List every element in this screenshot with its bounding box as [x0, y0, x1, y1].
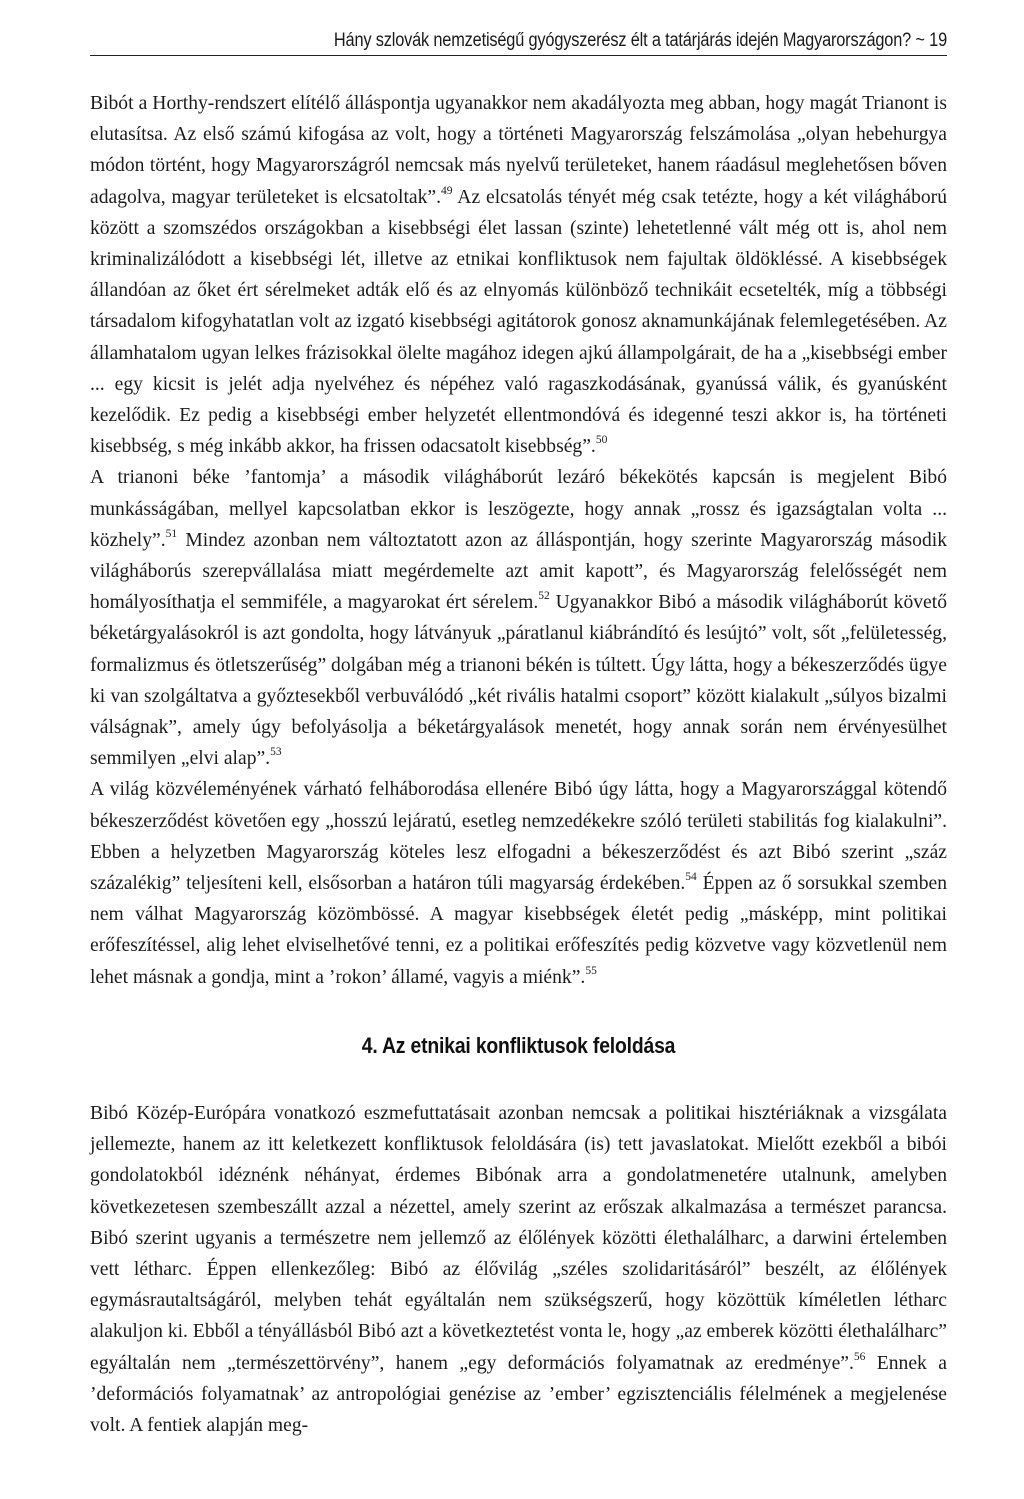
footnote-marker[interactable]: 50 — [595, 434, 608, 447]
paragraph — [90, 774, 947, 992]
paragraph-text: Bibó Közép-Európára vonatkozó eszmefuttatásait azonban nemcsak a politikai hisztériáknak a vizsgálata jellemezte, hanem az itt keletkezett konfliktusok feloldására (is) tett javaslatokat. Mielőtt ezekből a bibói gondolatokból idéznénk néhányat, érdemes Bibónak arra a gondolatmenetére utalnunk, amelyben következetesen szembeszállt azzal a nézettel, amely szerint az erőszak alkalmazása a természet parancsa. Bibó szerint ugyanis a természetre nem jellemző az élőlények közötti élethalálharc, a darwini értelemben vett létharc. Éppen ellenkezőleg: Bibó az élővilág „széles szolidaritásáról” beszélt, az élőlények egymásrautaltságáról, melyben tehát egyáltalán nem szükségszerű, hogy közöttük kíméletlen létharc alakuljon ki. Ebből a tényállásból Bibó azt a következtetést vonta le, hogy „az emberek közötti élethalálharc” egyáltalán nem „természettörvény”, hanem „egy deformációs folyamatnak az eredménye”. — [90, 1102, 947, 1374]
footnote-marker[interactable]: 51 — [165, 527, 178, 540]
top-paragraphs — [90, 88, 947, 993]
footnote-marker[interactable]: 49 — [441, 184, 453, 197]
footnote-marker[interactable]: 56 — [853, 1350, 866, 1363]
paragraph — [90, 88, 947, 462]
body-text — [90, 88, 947, 1441]
paragraph-text: Ennek a ’deformációs folyamatnak’ az antropológiai genézise az ’ember’ egzisztenciális félelmének a megjelenése volt. A fentiek alapján meg- — [90, 1352, 947, 1436]
paragraph-text: Éppen az ő sorsukkal szemben nem válhat Magyarország közömbössé. A magyar kisebbségek életét pedig „másképp, mint politikai erőfeszítéssel, alig lehet elviselhetővé tenni, ez a politikai erőfeszítés pedig közvetve vagy közvetlenül nem lehet másnak a gondja, mint a ’rokon’ államé, vagyis a miénk”. — [90, 873, 947, 988]
paragraph-text: A trianoni béke ’fantomja’ a második világháborút lezáró békekötés kapcsán is megjelent Bibó munkásságában, mellyel kapcsolatban ekkor is leszögezte, hogy annak „rossz és igazságtalan volta ... közhely”. — [90, 467, 947, 551]
bottom-paragraphs — [90, 1098, 947, 1441]
paragraph — [90, 1098, 947, 1441]
paragraph-text: A világ közvéleményének várható felháborodása ellenére Bibó úgy látta, hogy a Magyarországgal kötendő békeszerződést követően egy „hosszú lejáratú, esetleg nemzedékekre szóló területi stabilitás fog kialakulni”. Ebben a helyzetben Magyarország köteles lesz elfogadni a békeszerződést és azt Bibó szerint „száz százalékig” teljesíteni kell, elsősorban a határon túli magyarság érdekében. — [90, 779, 947, 895]
footnote-marker[interactable]: 53 — [270, 746, 282, 759]
book-page — [90, 28, 947, 1441]
footnote-marker[interactable]: 54 — [685, 871, 697, 884]
paragraph-text: Mindez azonban nem változtatott azon az álláspontján, hogy szerinte Magyarország második világháborús szerepvállalása miatt megérdemelte azt amit kapott”, és Magyarország felelősségét nem homályosíthatja el semmiféle, a magyarokat ért sérelem. — [90, 529, 947, 614]
footnote-marker[interactable]: 52 — [538, 590, 550, 603]
header-rule — [90, 55, 947, 56]
paragraph-text: Ugyanakkor Bibó a második világháborút követő béketárgyalásokról is azt gondolta, hogy látványuk „páratlanul kiábrándító és lesújtó” volt, sőt „felületesség, formalizmus és ötletszerűség” dolgában még a trianoni békén is túltett. Úgy látta, hogy a békeszerződés ügye ki van szolgáltatva a győztesekből verbuválódó „két rivális hatalmi csoport” között kialakult „súlyos bizalmi válságnak”, amely úgy befolyásolja a béketárgyalások menetét, hogy annak során nem érvényesülhet semmilyen „elvi alap”. — [90, 592, 947, 770]
page-number: 19 — [929, 30, 947, 51]
footnote-marker[interactable]: 55 — [585, 964, 597, 977]
running-head — [210, 28, 947, 54]
running-head-title: Hány szlovák nemzetiségű gyógyszerész élt a tatárjárás idején Magyarországon? — [333, 30, 912, 51]
paragraph-text: Bibót a Horthy-rendszert elítélő álláspontja ugyanakkor nem akadályozta meg abban, hogy magát Trianont is elutasítsa. Az első számú kifogása az volt, hogy a történeti Magyarország felszámolása „olyan hebehurgya módon történt, hogy Magyarországról nemcsak más nyelvű területeket, hanem ráadásul meglehetősen bőven adagolva, magyar területeket is elcsatoltak”. — [90, 93, 947, 208]
paragraph — [90, 462, 947, 774]
running-head-separator: ~ — [915, 30, 925, 51]
section-heading: 4. Az etnikai konfliktusok feloldása — [361, 1032, 676, 1058]
paragraph-text: Az elcsatolás tényét még csak tetézte, hogy a két világháború között a szomszédos országokban a kisebbségi élet lassan (szinte) lehetetlenné vált még ott is, ahol nem kriminalizálódott a kisebbségi lét, illetve az etnikai konfliktusok nem fajultak öldökléssé. A kisebbségek állandóan az őket ért sérelmeket adták elő és az elnyomás különböző technikáit ecsetelték, míg a többségi társadalom kifogyhatatlan volt az izgató kisebbségi agitátorok gonosz aknamunkájának felemlegetésében. Az államhatalom ugyan lelkes frázisokkal ölelte magához idegen ajkú állampolgárait, de ha a „kisebbségi ember ... egy kicsit is jelét adja nyelvéhez és népéhez való ragaszkodásának, gyanússá válik, és gyanúsként kezelődik. Ez pedig a kisebbségi ember helyzetét ellentmondóvá és idegenné teszi akkor is, ha történeti kisebbség, s még inkább akkor, ha frissen odacsatolt kisebbség”. — [90, 186, 948, 458]
